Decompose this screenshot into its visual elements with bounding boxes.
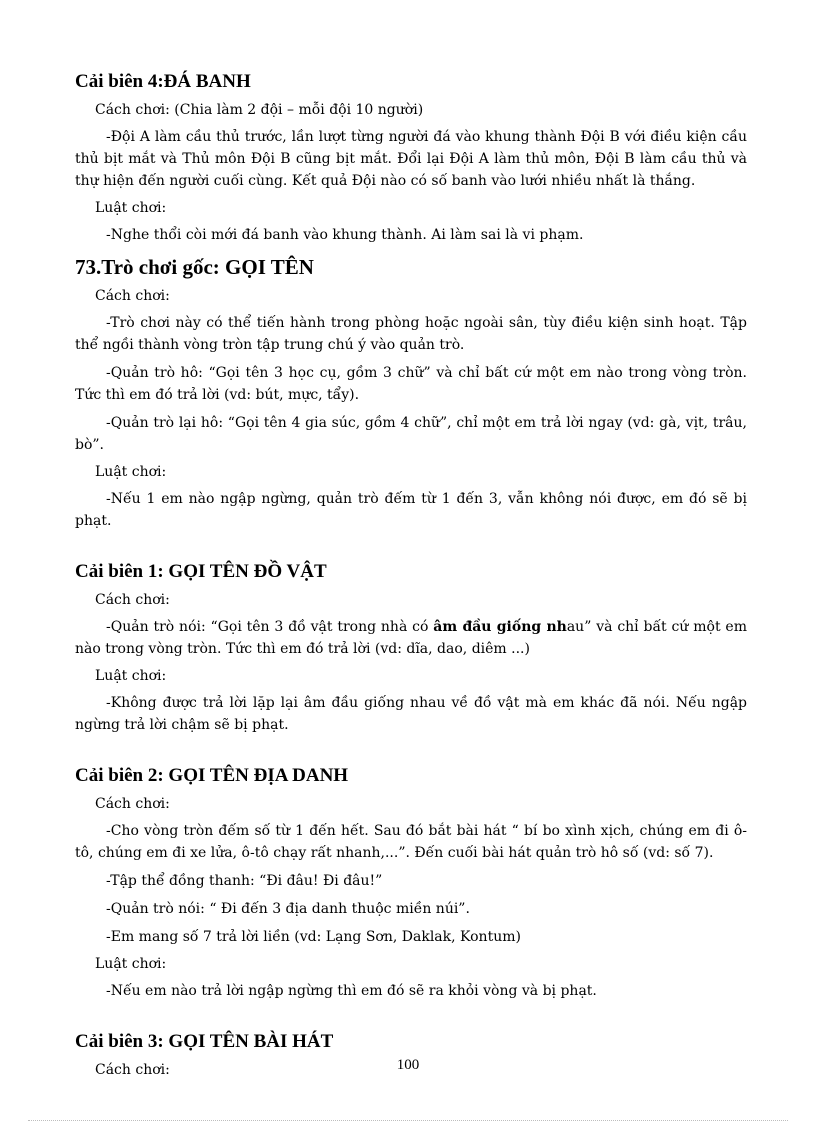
footer-divider	[28, 1120, 788, 1121]
how-to-play-label: Cách chơi:	[95, 288, 170, 304]
how-to-play-label: Cách chơi:	[95, 592, 170, 608]
paragraph: -Đội A làm cầu thủ trước, lần lượt từng người đá vào khung thành Đội B với điều kiện cầu thủ bịt mắt và Thủ môn Đội B cũng bịt mắt. Đổi lại Đội A làm thủ môn, Đội B làm cầu thủ và thự hiện đến người cuối cùng. Kết quả Đội nào có số banh vào lưới nhiều nhất là thắng.	[75, 129, 747, 189]
page-number: 100	[396, 1057, 420, 1073]
rules-label: Luật chơi:	[95, 956, 167, 972]
text-run: -Quản trò nói: “Gọi tên 3 đồ vật trong nhà có	[106, 619, 434, 635]
rules-label: Luật chơi:	[95, 668, 167, 684]
how-to-play-label: Cách chơi:	[95, 1062, 170, 1078]
paragraph: -Quản trò lại hô: “Gọi tên 4 gia súc, gồm 4 chữ”, chỉ một em trả lời ngay (vd: gà, vịt, trâu, bò”.	[75, 415, 747, 453]
paragraph: -Không được trả lời lặp lại âm đầu giống nhau về đồ vật mà em khác đã nói. Nếu ngập ngừng trả lời chậm sẽ bị phạt.	[75, 695, 747, 733]
paragraph: -Cho vòng tròn đếm số từ 1 đến hết. Sau đó bắt bài hát “ bí bo xình xịch, chúng em đi ô-tô, chúng em đi xe lửa, ô-tô chạy rất nhanh,...”. Đến cuối bài hát quản trò hô số (vd: số 7).	[75, 823, 747, 861]
document-page	[75, 70, 747, 1080]
paragraph: -Trò chơi này có thể tiến hành trong phòng hoặc ngoài sân, tùy điều kiện sinh hoạt. Tập thể ngồi thành vòng tròn tập trung chú ý vào quản trò.	[75, 315, 747, 353]
paragraph: -Tập thể đồng thanh: “Đi đâu! Đi đâu!”	[106, 873, 383, 889]
rules-label: Luật chơi:	[95, 464, 167, 480]
paragraph: -Quản trò nói: “ Đi đến 3 địa danh thuộc miền núi”.	[106, 901, 470, 917]
paragraph: -Nếu 1 em nào ngập ngừng, quản trò đếm từ 1 đến 3, vẫn không nói được, em đó sẽ bị phạt.	[75, 491, 747, 529]
rules-label: Luật chơi:	[95, 200, 167, 216]
paragraph: -Nghe thổi còi mới đá banh vào khung thành. Ai làm sai là vi phạm.	[106, 227, 584, 243]
paragraph	[75, 616, 747, 660]
section-title-goi-ten: 73.Trò chơi gốc: GỌI TÊN	[75, 255, 314, 279]
paragraph: -Quản trò hô: “Gọi tên 3 học cụ, gồm 3 chữ” và chỉ bất cứ một em nào trong vòng tròn. Tức thì em đó trả lời (vd: bút, mực, tẩy).	[75, 365, 747, 403]
section-title-da-banh: Cải biên 4:ĐÁ BANH	[75, 71, 251, 92]
paragraph: -Nếu em nào trả lời ngập ngừng thì em đó sẽ ra khỏi vòng và bị phạt.	[106, 983, 597, 999]
how-to-play-label: Cách chơi:	[95, 796, 170, 812]
how-to-play-label: Cách chơi: (Chia làm 2 đội – mỗi đội 10 người)	[95, 102, 424, 118]
section-title-goi-ten-dia-danh: Cải biên 2: GỌI TÊN ĐỊA DANH	[75, 765, 349, 786]
section-title-goi-ten-do-vat: Cải biên 1: GỌI TÊN ĐỒ VẬT	[75, 561, 327, 582]
paragraph: -Em mang số 7 trả lời liền (vd: Lạng Sơn, Daklak, Kontum)	[106, 929, 521, 945]
text-run: au” và chỉ bất cứ một em nào trong vòng tròn. Tức thì em đó trả lời (vd: dĩa, dao, diêm ...)	[75, 619, 747, 657]
section-title-goi-ten-bai-hat: Cải biên 3: GỌI TÊN BÀI HÁT	[75, 1031, 334, 1052]
bold-text: âm đầu giống nh	[433, 619, 567, 635]
